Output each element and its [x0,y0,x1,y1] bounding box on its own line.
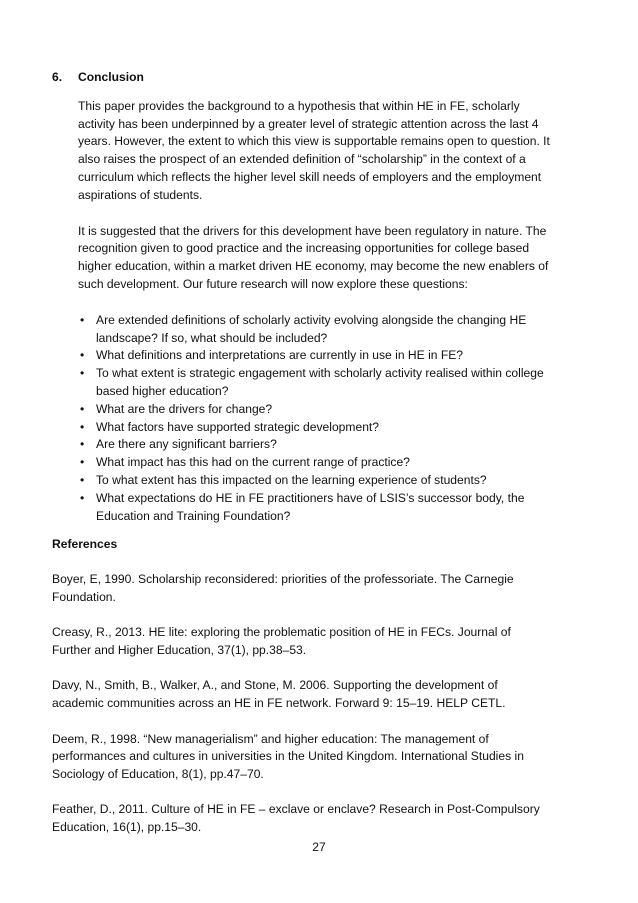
list-item-text: What impact has this had on the current range of practice? [96,455,410,470]
list-item [78,312,552,348]
reference-entry: Davy, N., Smith, B., Walker, A., and Stone, M. 2006. Supporting the development of academic communities across an HE in FE network. Forward 9: 15–19. HELP CETL. [52,678,506,711]
list-item-text: Are there any significant barriers? [96,437,277,452]
bullet-icon: • [80,312,85,327]
list-item-text: To what extent has this impacted on the learning experience of students? [96,472,487,487]
bullet-icon: • [80,455,85,470]
research-questions-list [78,312,552,526]
bullet-icon: • [80,419,85,434]
reference-entry: Feather, D., 2011. Culture of HE in FE – exclave or enclave? Research in Post-Compulsory Education, 16(1), pp.15–30. [52,802,540,835]
bullet-icon: • [80,490,85,505]
list-item-text: What definitions and interpretations are currently in use in HE in FE? [96,348,464,363]
section-heading [52,69,552,87]
section-title: Conclusion [78,70,144,84]
reference-entry: Deem, R., 1998. “New managerialism” and higher education: The management of performances and cultures in universities in the United Kingdom. International Studies in Sociology of Education, 8(1), pp.47–70. [52,731,524,782]
list-item [78,401,552,419]
list-item [78,436,552,454]
references-heading: References [52,537,118,551]
bullet-icon: • [80,472,85,487]
reference-entry: Boyer, E, 1990. Scholarship reconsidered: priorities of the professoriate. The Carnegie Foundation. [52,572,514,605]
conclusion-paragraph-1: This paper provides the background to a hypothesis that within HE in FE, scholarly activity has been underpinned by a greater level of strategic attention across the last 4 years. However, the extent to which this view is supportable remains open to question. It also raises the prospect of an extended definition of “scholarship” in the context of a curriculum which reflects the higher level skill needs of employers and the employment aspirations of students. [78,98,550,202]
list-item-text: To what extent is strategic engagement with scholarly activity realised within college based higher education? [96,366,544,398]
list-item-text: Are extended definitions of scholarly activity evolving alongside the changing HE landscape? If so, what should be included? [96,312,527,345]
list-item-text: What factors have supported strategic development? [96,419,380,434]
page-number: 27 [312,840,326,854]
conclusion-section [52,69,552,525]
list-item-text: What expectations do HE in FE practitioners have of LSIS’s successor body, the Education and Training Foundation? [96,490,525,523]
list-item [78,365,552,401]
list-item [78,490,552,526]
reference-entry: Creasy, R., 2013. HE lite: exploring the problematic position of HE in FECs. Journal of Further and Higher Education, 37(1), pp.38–53. [52,625,511,658]
list-item-text: What are the drivers for change? [96,401,273,416]
list-item [78,472,552,490]
references-section [52,536,552,837]
bullet-icon: • [80,401,85,416]
list-item [78,419,552,437]
list-item [78,454,552,472]
bullet-icon: • [80,366,85,381]
conclusion-paragraph-2: It is suggested that the drivers for this development have been regulatory in nature. The recognition given to good practice and the increasing opportunities for college based higher education, within a market driven HE economy, may become the new enablers of such development. Our future research will now explore these questions: [78,223,549,291]
list-item [78,347,552,365]
bullet-icon: • [80,348,85,363]
section-number: 6. [52,70,63,84]
bullet-icon: • [80,437,85,452]
